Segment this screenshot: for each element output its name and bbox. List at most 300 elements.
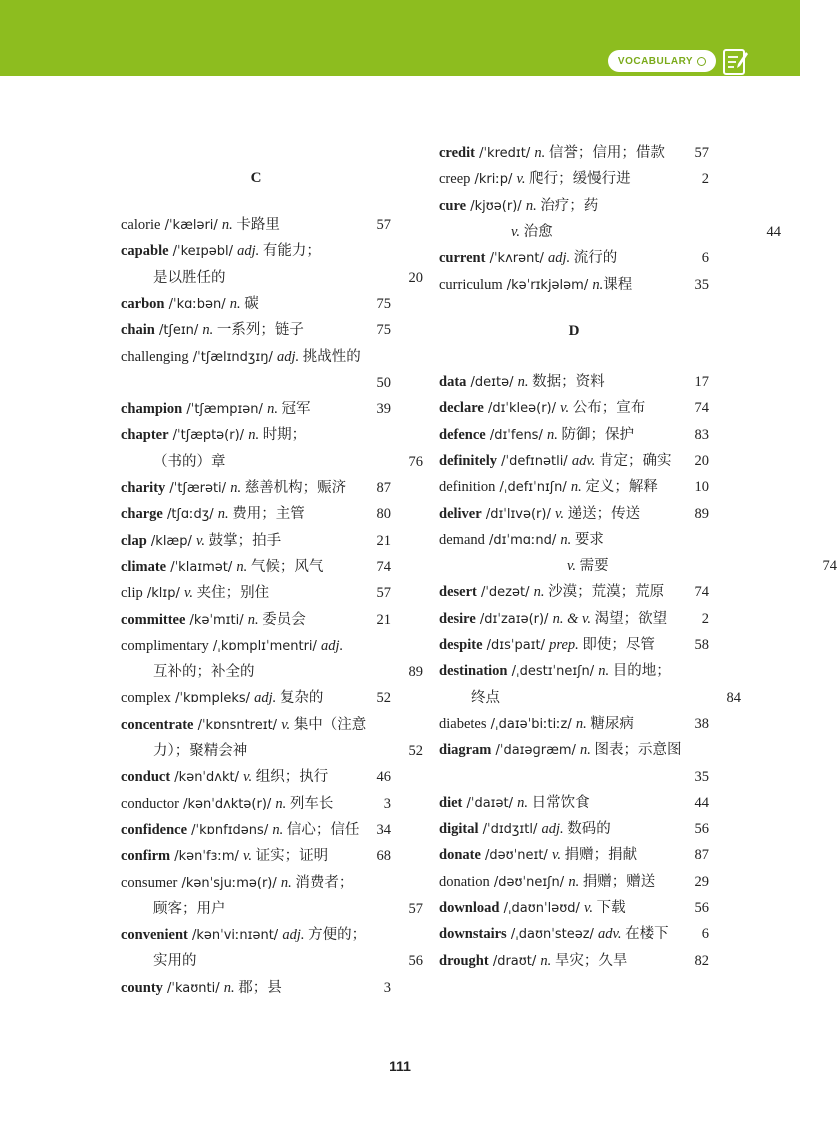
entry-word-bold: desert <box>439 584 477 601</box>
entry-phonetic: /draʊt/ <box>488 953 541 969</box>
entry-line <box>439 658 709 684</box>
entry-phonetic: /dɪˈfens/ <box>485 427 547 443</box>
entry-phonetic: /kənˈdʌktə(r)/ <box>178 796 276 812</box>
entry-translation: 公布；宣布 <box>569 400 646 417</box>
entry-page-ref: 2 <box>701 610 709 627</box>
entry-page-ref: 21 <box>376 532 391 549</box>
entry-page-ref: 56 <box>408 953 423 970</box>
entry-page-ref: 83 <box>694 426 709 443</box>
entry-phonetic: /ˌdestɪˈneɪʃn/ <box>507 664 599 680</box>
entry-translation: 终点 <box>471 689 500 706</box>
entry-page-ref: 29 <box>694 873 709 890</box>
entry-translation: 力）；聚精会神 <box>153 743 248 759</box>
entry-page-ref: 57 <box>408 900 423 917</box>
entry-part-of-speech: n. <box>560 531 572 548</box>
entry-part-of-speech: prep. <box>549 637 579 653</box>
entry-page-ref: 74 <box>694 400 709 417</box>
entry-word-bold: declare <box>439 400 484 417</box>
entry-phonetic: /ˈkʌrənt/ <box>485 251 548 267</box>
entry-line <box>121 817 391 843</box>
entry-page-ref: 50 <box>376 374 391 391</box>
entry-word-bold: champion <box>121 401 183 418</box>
entry-part-of-speech: n. <box>598 663 610 680</box>
entry-part-of-speech: v. <box>243 769 253 786</box>
entry-word: consumer <box>121 874 178 891</box>
entry-line <box>121 948 423 974</box>
entry-part-of-speech: n. <box>272 821 284 838</box>
entry-translation: 是以胜任的 <box>153 269 226 286</box>
entry-line <box>121 554 391 580</box>
entry-page-ref: 2 <box>701 171 709 188</box>
entry-part-of-speech: n. <box>517 794 528 811</box>
page-number: 111 <box>389 1058 411 1074</box>
entry-translation: 沙漠；荒漠；荒原 <box>544 584 665 601</box>
entry-word: complex <box>121 690 171 707</box>
entry-page-ref: 34 <box>376 821 391 838</box>
entry-translation: 挑战性的 <box>299 348 361 365</box>
entry-line <box>439 553 837 579</box>
entry-part-of-speech: v. <box>511 223 520 240</box>
entry-word-bold: climate <box>121 558 167 575</box>
entry-word-bold: current <box>439 250 486 267</box>
entry-part-of-speech: n. <box>229 295 241 312</box>
section-letter-d: D <box>568 323 580 339</box>
entry-translation: 课程 <box>603 276 633 293</box>
entry-line <box>121 870 391 896</box>
entry-phonetic: /ˌdefɪˈnɪʃn/ <box>495 480 571 496</box>
entry-word-bold: drought <box>439 952 489 969</box>
entry-page-ref: 89 <box>408 664 423 681</box>
entry-part-of-speech: n. <box>546 426 558 443</box>
entry-translation: 信誉；信用；借款 <box>545 145 665 161</box>
entry-line <box>121 738 423 764</box>
entry-part-of-speech: n. <box>575 715 587 732</box>
entry-part-of-speech: adj. <box>254 690 277 707</box>
entry-line <box>439 869 709 895</box>
entry-word-bold: convenient <box>121 927 188 944</box>
entry-word-bold: confirm <box>121 848 171 865</box>
entry-line <box>121 344 391 370</box>
entry-page-ref: 20 <box>694 452 709 469</box>
entry-line <box>439 895 709 921</box>
entry-translation: 消费者； <box>291 874 354 891</box>
entry-word-bold: downstairs <box>439 926 507 943</box>
entry-phonetic: /klɪp/ <box>142 586 184 602</box>
entry-page-ref: 17 <box>694 374 709 390</box>
entry-translation: 有能力； <box>259 243 321 260</box>
entry-phonetic: /kənˈfɜːm/ <box>170 849 244 865</box>
entry-phonetic: /tʃɑːdʒ/ <box>162 507 218 523</box>
entry-word: clip <box>121 585 143 602</box>
entry-line <box>121 475 391 501</box>
entry-phonetic: /kriːp/ <box>470 172 517 188</box>
entry-line <box>121 396 391 422</box>
entry-page-ref: 87 <box>694 847 709 864</box>
entry-word-bold: digital <box>439 821 479 838</box>
entry-line <box>439 790 709 816</box>
entry-translation: 复杂的 <box>276 690 324 707</box>
entry-page-ref: 44 <box>694 794 709 811</box>
entry-line <box>439 219 781 245</box>
entry-page-ref: 44 <box>766 223 781 240</box>
entry-translation: 列车长 <box>286 795 334 812</box>
entry-line <box>439 474 709 500</box>
entry-phonetic: /ˈdefɪnətli/ <box>497 453 572 469</box>
entry-word: diabetes <box>439 715 487 732</box>
entry-line <box>439 632 709 658</box>
entry-translation: （书的）章 <box>153 453 226 470</box>
entry-translation: 方便的； <box>304 927 367 944</box>
entry-translation: 流行的 <box>570 250 618 267</box>
entry-page-ref: 6 <box>701 926 709 943</box>
entry-word-bold: capable <box>121 243 169 260</box>
entry-part-of-speech: n. <box>280 874 292 891</box>
entry-word-bold: download <box>439 900 500 916</box>
entry-translation: 下载 <box>593 900 626 916</box>
entry-word-bold: data <box>439 374 467 390</box>
entry-phonetic: /ˈtʃærəti/ <box>165 481 231 496</box>
vocabulary-badge <box>608 50 716 72</box>
entry-page-ref: 35 <box>694 276 709 293</box>
entry-phonetic: /ˌdaɪəˈbiːtiːz/ <box>486 716 576 732</box>
entry-part-of-speech: adj. <box>321 637 344 654</box>
entry-line <box>439 527 709 553</box>
entry-translation: 夹住；别住 <box>193 585 270 602</box>
entry-word-bold: chain <box>121 322 155 339</box>
entry-page-ref: 75 <box>376 295 391 312</box>
entry-translation: 时期； <box>259 427 307 444</box>
entry-part-of-speech: n. <box>517 374 529 390</box>
entry-translation: 肯定；确实 <box>595 452 672 469</box>
entry-part-of-speech: n. <box>202 322 214 339</box>
entry-phonetic: /ˈkɒnfɪdəns/ <box>187 822 273 838</box>
entry-page-ref: 56 <box>694 821 709 838</box>
entry-line <box>121 922 391 948</box>
entry-phonetic: /ˌkɒmplɪˈmentri/ <box>208 638 322 654</box>
entry-phonetic: /kjʊə(r)/ <box>466 198 526 214</box>
entry-line <box>121 291 391 317</box>
entry-part-of-speech: v. <box>184 585 193 602</box>
entry-translation: 在楼下 <box>621 926 669 943</box>
entry-part-of-speech: v. <box>195 532 205 549</box>
entry-word: challenging <box>121 348 189 365</box>
entry-word-bold: confidence <box>121 821 188 838</box>
entry-word-bold: charity <box>121 480 166 496</box>
entry-word-bold: committee <box>121 611 186 628</box>
entry-word-bold: charge <box>121 506 163 523</box>
entry-line <box>121 659 423 685</box>
entry-line <box>121 422 391 448</box>
entry-part-of-speech: adv. <box>571 452 596 469</box>
entry-line <box>439 948 709 974</box>
entry-phonetic: /ˈkɒnsntreɪt/ <box>193 717 282 733</box>
entry-translation: 定义；解释 <box>581 479 658 496</box>
entry-part-of-speech: v. <box>567 558 576 575</box>
entry-phonetic: /kənˈdʌkt/ <box>170 770 244 786</box>
entry-phonetic: /kəˈrɪkjələm/ <box>502 277 593 293</box>
entry-page-ref: 3 <box>383 979 391 996</box>
entry-page-ref: 46 <box>376 769 391 786</box>
entry-page-ref: 74 <box>694 584 709 601</box>
entry-line <box>121 712 391 738</box>
entry-translation: 一系列；链子 <box>213 322 304 339</box>
entry-phonetic: /dɪˈmɑːnd/ <box>484 532 561 548</box>
entry-translation: 气候；风气 <box>247 558 324 575</box>
entry-phonetic: /klæp/ <box>146 533 196 549</box>
entry-part-of-speech: n. <box>267 401 278 418</box>
entry-line <box>439 685 741 711</box>
entry-translation: 费用；主管 <box>228 506 305 523</box>
entry-translation: 顾客；用户 <box>153 900 226 917</box>
entry-line <box>121 265 423 291</box>
entry-word: demand <box>439 531 485 548</box>
entry-phonetic: /ˈkeɪpəbl/ <box>168 244 238 260</box>
entry-part-of-speech: n. <box>275 795 287 812</box>
entry-page-ref: 58 <box>694 637 709 653</box>
entry-line <box>439 272 709 298</box>
entry-word-bold: concentrate <box>121 716 194 733</box>
entry-line <box>121 580 391 606</box>
entry-word: complimentary <box>121 637 209 654</box>
entry-part-of-speech: v. <box>584 900 594 916</box>
entry-word-bold: destination <box>439 663 508 680</box>
entry-line <box>439 422 709 448</box>
entry-part-of-speech: n. <box>592 276 604 293</box>
entry-part-of-speech: n. <box>533 584 545 601</box>
entry-page-ref: 82 <box>694 952 709 969</box>
entry-line <box>439 166 709 192</box>
entry-line <box>121 317 391 343</box>
entry-line <box>439 737 709 763</box>
entry-word: donation <box>439 873 490 890</box>
entry-part-of-speech: n. <box>534 145 546 161</box>
entry-phonetic: /ˈkaʊnti/ <box>162 980 224 996</box>
entry-line <box>439 606 709 632</box>
entry-part-of-speech: n. <box>217 506 229 523</box>
entry-translation: 鼓掌；拍手 <box>204 532 282 549</box>
entry-page-ref: 52 <box>376 690 391 707</box>
entry-part-of-speech: n. <box>248 427 260 444</box>
entry-line <box>121 607 391 633</box>
entry-phonetic: /ˈdaɪəɡræm/ <box>491 743 581 759</box>
entry-phonetic: /ˌdaʊnˈsteəz/ <box>506 927 599 943</box>
entry-line <box>121 843 391 869</box>
entry-page-ref: 56 <box>694 900 709 916</box>
entry-word-bold: definitely <box>439 452 497 469</box>
entry-translation: 捐赠；捐献 <box>560 847 638 864</box>
entry-part-of-speech: adj. <box>277 348 300 365</box>
section-letter-c: C <box>250 170 262 186</box>
entry-translation: 信心；信任 <box>283 821 360 838</box>
entry-page-ref: 89 <box>694 505 709 522</box>
entry-translation: 爬行；缓慢行进 <box>525 171 631 188</box>
entry-page-ref: 3 <box>383 795 391 812</box>
entry-page-ref: 76 <box>408 453 423 470</box>
entry-phonetic: /dɪˈkleə(r)/ <box>483 401 561 417</box>
entry-line <box>439 842 709 868</box>
notebook-icon <box>722 46 750 76</box>
entry-translation: 需要 <box>576 558 609 575</box>
entry-phonetic: /ˈdezət/ <box>476 585 534 601</box>
entry-word-bold: diet <box>439 794 463 811</box>
entry-page-ref: 52 <box>408 743 423 759</box>
entry-line <box>121 238 391 264</box>
entry-word: curriculum <box>439 276 503 293</box>
entry-translation: 组织；执行 <box>252 769 329 786</box>
entry-part-of-speech: n. <box>580 742 591 759</box>
entry-line <box>439 448 709 474</box>
entry-phonetic: /dɪˈzaɪə(r)/ <box>475 611 553 627</box>
entry-line <box>121 501 391 527</box>
entry-part-of-speech: n. <box>568 873 580 890</box>
entry-page-ref: 21 <box>376 611 391 628</box>
entry-phonetic: /ˈkredɪt/ <box>474 146 535 161</box>
entry-translation: 防御；保护 <box>557 426 634 443</box>
entry-line <box>121 975 391 1001</box>
entry-phonetic: /ˌdaʊnˈləʊd/ <box>499 901 585 916</box>
entry-phonetic: /kənˈviːnɪənt/ <box>187 928 283 944</box>
entry-word-bold: diagram <box>439 742 492 759</box>
entry-phonetic: /ˈdɪdʒɪtl/ <box>478 822 542 838</box>
entry-word-bold: defence <box>439 426 486 443</box>
entry-page-ref: 74 <box>376 558 391 575</box>
entry-word-bold: conduct <box>121 769 171 786</box>
entry-phonetic: /ˈkɒmpleks/ <box>170 691 255 707</box>
entry-page-ref: 6 <box>701 250 709 267</box>
entry-translation: 郡；县 <box>234 979 282 996</box>
entry-page-ref: 39 <box>376 401 391 418</box>
entry-phonetic: /dəʊˈneɪʃn/ <box>489 874 569 890</box>
entry-line <box>439 140 709 166</box>
entry-phonetic: /ˈklaɪmət/ <box>166 559 237 575</box>
entry-part-of-speech: n. <box>230 480 242 496</box>
entry-translation: 旱灾；久旱 <box>551 952 628 969</box>
entry-part-of-speech: v. <box>281 716 291 733</box>
entry-part-of-speech: n. <box>540 952 552 969</box>
entry-page-ref: 10 <box>694 479 709 496</box>
entry-line <box>121 685 391 711</box>
entry-word: conductor <box>121 795 179 812</box>
entry-line <box>121 764 391 790</box>
entry-page-ref: 68 <box>376 848 391 865</box>
entry-word: calorie <box>121 217 161 233</box>
entry-word-bold: county <box>121 979 163 996</box>
entry-line <box>439 816 709 842</box>
entry-translation: 互补的；补全的 <box>153 664 255 681</box>
entry-word-bold: clap <box>121 532 147 549</box>
entry-page-ref: 20 <box>408 269 423 286</box>
entry-line <box>439 245 709 271</box>
entry-word-bold: deliver <box>439 505 482 522</box>
entry-translation: 数码的 <box>563 821 611 838</box>
entry-line <box>439 501 709 527</box>
entry-line <box>439 193 709 219</box>
entry-word-bold: despite <box>439 637 483 653</box>
entry-translation: 即使；尽管 <box>578 637 655 653</box>
entry-word-bold: desire <box>439 610 476 627</box>
entry-page-ref: 57 <box>376 217 391 233</box>
entry-part-of-speech: n. <box>247 611 259 628</box>
entry-phonetic: /ˈtʃælɪndʒɪŋ/ <box>188 349 277 365</box>
entry-word: definition <box>439 479 496 496</box>
entry-phonetic: /ˈkɑːbən/ <box>164 296 230 312</box>
vocabulary-label: VOCABULARY <box>617 55 694 67</box>
entry-part-of-speech: v. <box>555 505 564 522</box>
entry-translation: 捐赠；赠送 <box>579 873 656 890</box>
entry-translation: 渴望；欲望 <box>590 610 668 627</box>
entry-translation: 日常饮食 <box>527 794 590 811</box>
entry-phonetic: /ˈkæləri/ <box>160 218 222 233</box>
entry-line <box>121 449 423 475</box>
entry-part-of-speech: n. <box>221 217 233 233</box>
entry-translation: 图表；示意图 <box>590 742 682 759</box>
entry-word-bold: cure <box>439 197 467 214</box>
entry-part-of-speech: v. <box>243 848 253 865</box>
entry-word-bold: carbon <box>121 295 165 312</box>
entry-line <box>121 528 391 554</box>
entry-word-bold: donate <box>439 847 481 864</box>
entry-page-ref: 75 <box>376 322 391 339</box>
entry-part-of-speech: adv. <box>598 926 622 943</box>
entry-translation: 实用的 <box>153 953 197 970</box>
entry-translation: 卡路里 <box>232 217 280 233</box>
entry-word-bold: chapter <box>121 427 169 444</box>
entry-translation: 治愈 <box>520 223 553 240</box>
entry-phonetic: /ˈtʃæptə(r)/ <box>168 428 249 444</box>
entry-phonetic: /deɪtə/ <box>466 375 518 390</box>
entry-page-ref: 80 <box>376 506 391 523</box>
entry-phonetic: /dəʊˈneɪt/ <box>480 848 552 864</box>
entry-phonetic: /kəˈmɪti/ <box>185 612 248 628</box>
entry-line <box>121 370 391 396</box>
entry-line <box>121 633 391 659</box>
entry-phonetic: /dɪˈlɪvə(r)/ <box>481 506 555 522</box>
entry-line <box>121 791 391 817</box>
entry-word: creep <box>439 171 471 188</box>
entry-part-of-speech: v. <box>560 400 570 417</box>
entry-part-of-speech: adj. <box>541 821 564 838</box>
entry-translation: 证实；证明 <box>252 848 329 865</box>
entry-translation: 委员会 <box>258 611 306 628</box>
entry-phonetic: /kənˈsjuːmə(r)/ <box>177 875 281 891</box>
entry-translation: 糖尿病 <box>586 715 634 732</box>
entry-part-of-speech: adj. <box>282 927 305 944</box>
entry-translation: 慈善机构；赈济 <box>241 480 347 496</box>
entry-part-of-speech: n. <box>525 197 537 214</box>
entry-page-ref: 74 <box>822 558 837 575</box>
entry-word-bold: credit <box>439 145 475 161</box>
entry-translation: 集中（注意 <box>290 716 367 733</box>
entry-translation: 要求 <box>571 531 604 548</box>
entry-phonetic: /tʃeɪn/ <box>154 323 203 339</box>
entry-page-ref: 57 <box>694 145 709 161</box>
entry-translation: 治疗；药 <box>536 197 599 214</box>
entry-translation: 冠军 <box>277 401 311 418</box>
entry-part-of-speech: n. <box>223 979 235 996</box>
entry-page-ref: 84 <box>726 689 741 706</box>
entry-line <box>439 395 709 421</box>
entry-part-of-speech: adj. <box>237 243 260 260</box>
entry-line <box>121 212 391 238</box>
entry-phonetic: /ˈtʃæmpɪən/ <box>182 402 268 418</box>
entry-line <box>439 369 709 395</box>
entry-translation: 数据；资料 <box>528 374 605 390</box>
badge-dot-icon <box>697 57 706 66</box>
entry-translation: 递送；传送 <box>564 505 641 522</box>
entry-translation: 碳 <box>240 295 259 312</box>
entry-part-of-speech: v. <box>516 171 526 188</box>
entry-phonetic: /dɪsˈpaɪt/ <box>482 638 550 653</box>
